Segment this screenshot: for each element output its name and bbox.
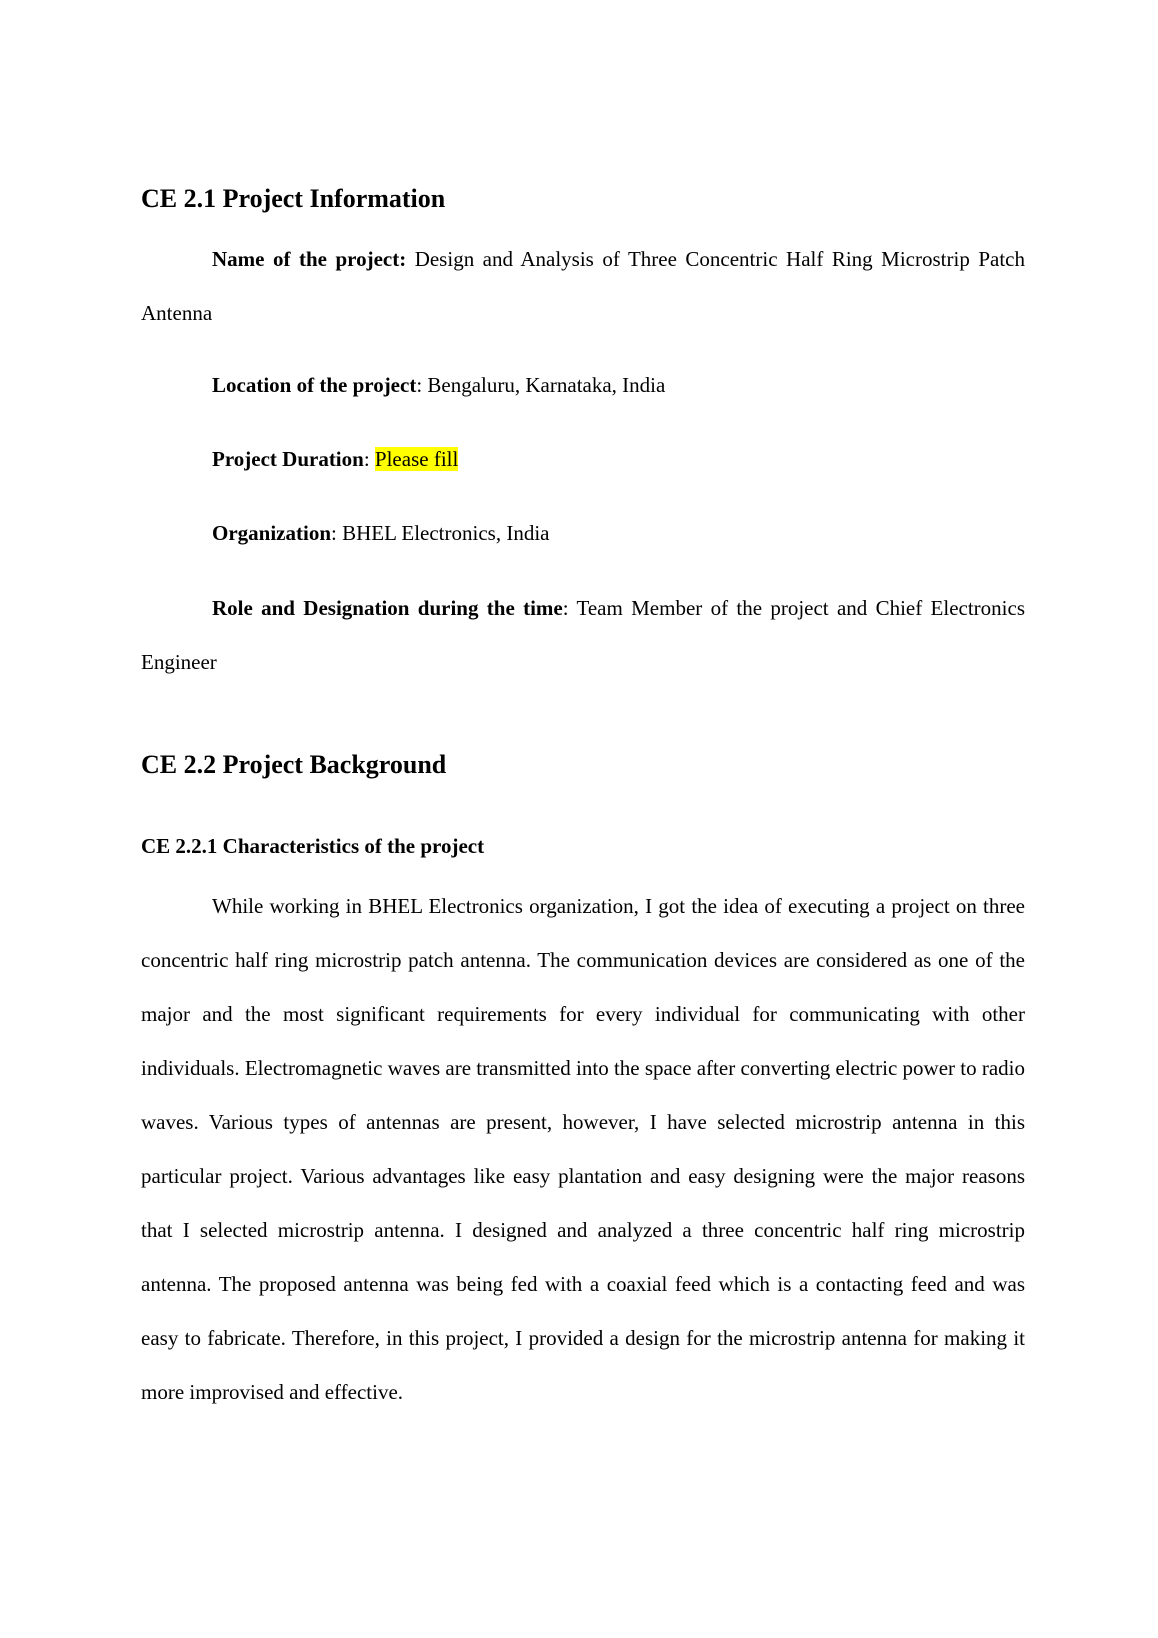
field-label-role-designation: Role and Designation during the time bbox=[212, 596, 563, 620]
field-value-organization: : BHEL Electronics, India bbox=[331, 521, 550, 545]
field-value-project-name: Design and Analysis of Three Concentric Half Ring Microstrip Patch Antenna bbox=[141, 247, 1025, 325]
field-project-name bbox=[141, 232, 1025, 340]
field-project-duration bbox=[141, 432, 1025, 486]
field-label-project-name: Name of the project: bbox=[212, 247, 407, 271]
field-organization bbox=[141, 506, 1025, 560]
subsection-heading-characteristics: CE 2.2.1 Characteristics of the project bbox=[141, 834, 485, 858]
section-heading-project-information: CE 2.1 Project Information bbox=[141, 184, 446, 213]
field-label-project-location: Location of the project bbox=[212, 373, 417, 397]
field-project-location bbox=[141, 358, 1025, 412]
field-label-project-duration: Project Duration bbox=[212, 447, 364, 471]
field-value-project-location: : Bengaluru, Karnataka, India bbox=[416, 373, 666, 397]
field-label-organization: Organization bbox=[212, 521, 331, 545]
field-value-role-designation: : Team Member of the project and Chief Electronics Engineer bbox=[141, 596, 1025, 674]
background-paragraph: While working in BHEL Electronics organization, I got the idea of executing a project on three concentric half ring microstrip patch antenna. The communication devices are considered as one of the major and the most significant requirements for every individual for communicating with other individuals. Electromagnetic waves are transmitted into the space after converting electric power to radio waves. Various types of antennas are present, however, I have selected microstrip antenna in this particular project. Various advantages like easy plantation and easy designing were the major reasons that I selected microstrip antenna. I designed and analyzed a three concentric half ring microstrip antenna. The proposed antenna was being fed with a coaxial feed which is a contacting feed and was easy to fabricate. Therefore, in this project, I provided a design for the microstrip antenna for making it more improvised and effective. bbox=[141, 894, 1025, 1404]
document-page bbox=[141, 0, 1025, 1638]
field-separator-project-duration: : bbox=[363, 447, 375, 471]
section-heading-project-background: CE 2.2 Project Background bbox=[141, 750, 447, 779]
field-value-project-duration-highlighted: Please fill bbox=[374, 447, 459, 471]
field-role-designation bbox=[141, 581, 1025, 689]
